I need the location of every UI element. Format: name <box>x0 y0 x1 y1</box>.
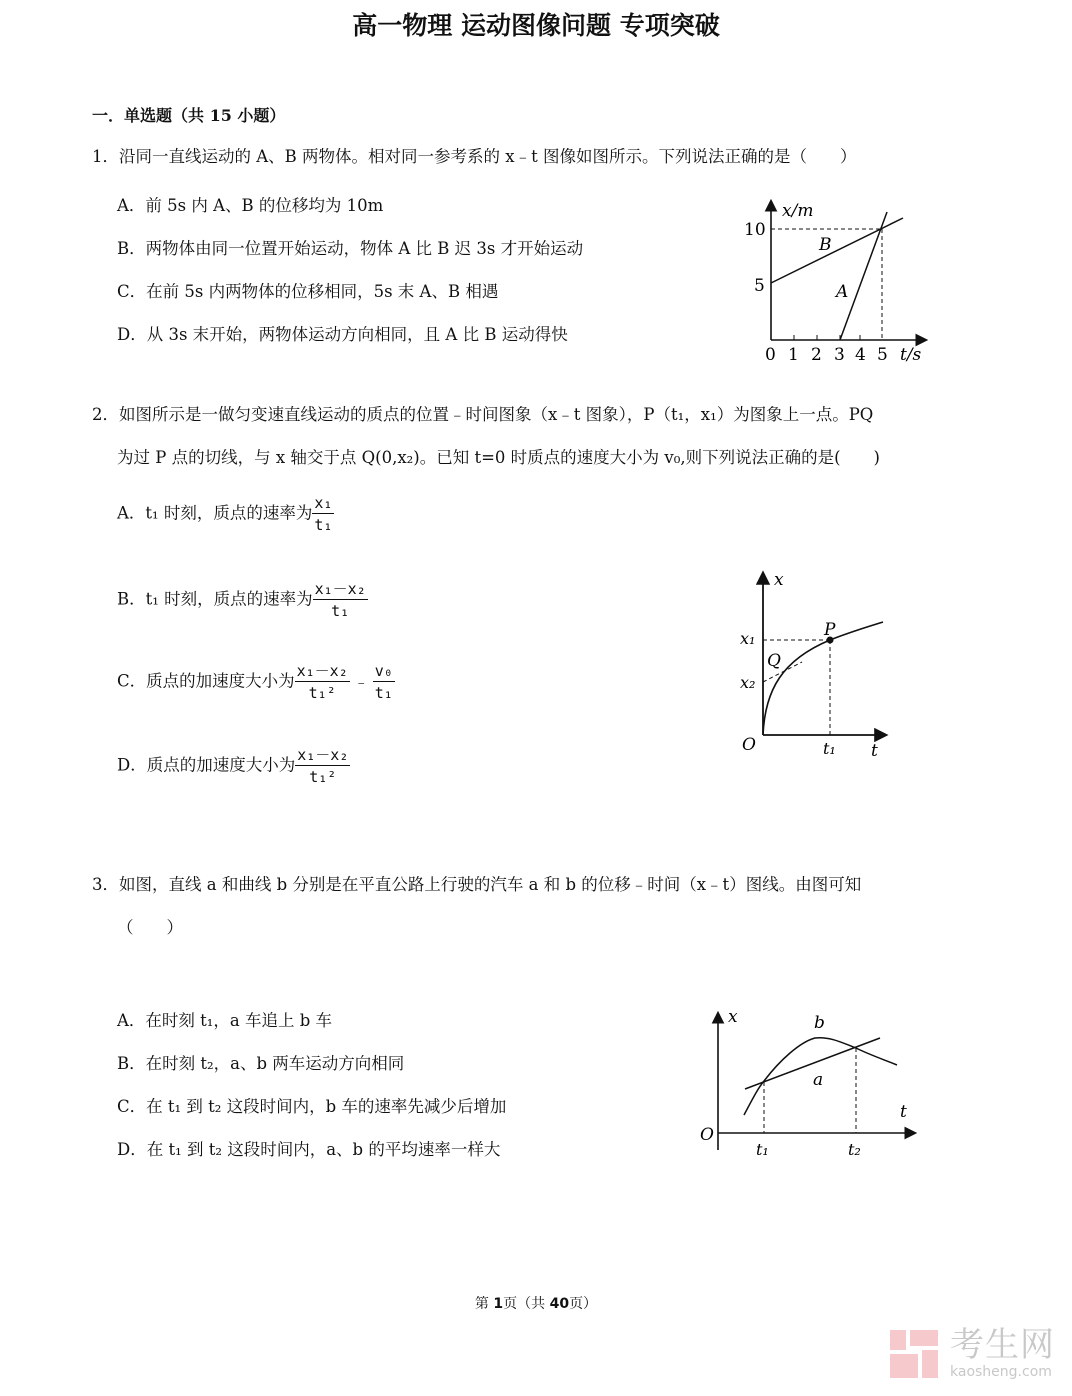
x-t-curve <box>763 622 883 735</box>
line-a-label: A <box>836 282 849 302</box>
y-axis-label: x <box>774 570 784 590</box>
kaosheng-logo-icon <box>890 1330 938 1378</box>
question-2-option-b[interactable] <box>117 580 368 620</box>
y-tick-label-5: 5 <box>754 276 765 296</box>
denominator: t₁² <box>308 684 336 702</box>
line-b <box>771 218 903 283</box>
numerator: x₁－x₂ <box>314 580 366 598</box>
question-3-stem-line2: （ ） <box>117 918 183 937</box>
question-1-option-d[interactable]: D．从 3s 末开始，两物体运动方向相同，且 A 比 B 运动得快 <box>117 325 568 344</box>
x1-label: x₁ <box>740 629 756 648</box>
t1-label: t₁ <box>823 739 836 758</box>
watermark-en: kaosheng.com <box>950 1364 1052 1380</box>
page-number-middle: 页（共 <box>503 1296 550 1312</box>
question-2-option-a[interactable] <box>117 494 334 534</box>
question-2-xt-graph <box>720 560 920 770</box>
line-b-label: B <box>819 235 832 255</box>
x-axis-label: t <box>900 1102 907 1122</box>
question-1-option-b[interactable]: B．两物体由同一位置开始运动，物体 A 比 B 迟 3s 才开始运动 <box>117 239 584 258</box>
numerator: x₁－x₂ <box>297 746 349 764</box>
fraction <box>373 662 395 702</box>
y-tick-label-10: 10 <box>744 220 766 240</box>
option-text: C．质点的加速度大小为 <box>117 671 295 691</box>
question-1-option-c[interactable]: C．在前 5s 内两物体的位移相同，5s 末 A、B 相遇 <box>117 282 499 301</box>
fraction <box>313 580 368 620</box>
x-tick-label: 5 <box>877 345 888 365</box>
watermark <box>950 1325 1055 1380</box>
question-3-stem-line1: 3．如图，直线 a 和曲线 b 分别是在平直公路上行驶的汽车 a 和 b 的位移﹣时间（x﹣t）图线。由图可知 <box>92 875 862 894</box>
question-2-stem-line1: 2．如图所示是一做匀变速直线运动的质点的位置﹣时间图象（x﹣t 图象），P（t₁，x₁）为图象上一点。PQ <box>92 405 874 424</box>
point-p-label: P <box>824 620 836 640</box>
fraction <box>295 662 350 702</box>
x-tick-label: 3 <box>834 345 845 365</box>
question-3-option-a[interactable]: A．在时刻 t₁，a 车追上 b 车 <box>117 1011 333 1030</box>
origin-label: O <box>700 1125 714 1145</box>
x-tick-label: 0 <box>765 345 776 365</box>
denominator: t₁ <box>314 516 333 534</box>
option-text: D．质点的加速度大小为 <box>117 755 296 775</box>
page-number-suffix: 页） <box>569 1296 598 1312</box>
x-axis-label: t <box>871 741 878 761</box>
x-tick-label: 4 <box>855 345 866 365</box>
line-a-label: a <box>813 1070 824 1090</box>
x-tick-label: 2 <box>811 345 822 365</box>
x-tick-label: 1 <box>788 345 799 365</box>
line-a <box>840 212 887 340</box>
t2-label: t₂ <box>848 1140 861 1159</box>
total-pages: 40 <box>549 1296 570 1312</box>
curve-b-label: b <box>814 1013 825 1033</box>
question-3-option-c[interactable]: C．在 t₁ 到 t₂ 这段时间内，b 车的速率先减少后增加 <box>117 1097 507 1116</box>
denominator: t₁ <box>331 602 350 620</box>
section-heading: 一．单选题（共 15 小题） <box>92 106 286 125</box>
question-3-option-b[interactable]: B．在时刻 t₂，a、b 两车运动方向相同 <box>117 1054 405 1073</box>
fraction <box>295 746 350 786</box>
numerator: x₁－x₂ <box>296 662 348 680</box>
current-page: 1 <box>493 1296 504 1312</box>
question-2-option-d[interactable] <box>117 746 350 786</box>
fraction <box>312 494 334 534</box>
page-number <box>0 1293 1072 1313</box>
x2-label: x₂ <box>740 673 756 692</box>
page-number-prefix: 第 <box>474 1296 494 1312</box>
page-title: 高一物理 运动图像问题 专项突破 <box>352 11 720 40</box>
y-axis-label: x/m <box>782 201 814 221</box>
numerator: x₁ <box>314 494 333 512</box>
question-1-xt-graph <box>740 190 940 370</box>
question-3-xt-graph <box>690 1000 930 1170</box>
y-axis-label: x <box>728 1007 738 1027</box>
option-text: B．t₁ 时刻，质点的速率为 <box>117 589 313 609</box>
x-axis-label: t/s <box>900 345 922 365</box>
minus-sign: ﹣ <box>353 672 369 691</box>
denominator: t₁² <box>309 768 337 786</box>
t1-label: t₁ <box>756 1140 769 1159</box>
point-q-label: Q <box>767 651 781 671</box>
watermark-cn: 考生网 <box>950 1325 1055 1365</box>
question-3-option-d[interactable]: D．在 t₁ 到 t₂ 这段时间内，a、b 的平均速率一样大 <box>117 1140 501 1159</box>
question-2-stem-line2: 为过 P 点的切线，与 x 轴交于点 Q(0,x₂)。已知 t=0 时质点的速度大小为 v₀,则下列说法正确的是( ) <box>117 448 880 467</box>
question-2-option-c[interactable] <box>117 662 395 702</box>
option-text: A．t₁ 时刻，质点的速率为 <box>117 503 313 523</box>
question-1-stem: 1．沿同一直线运动的 A、B 两物体。相对同一参考系的 x﹣t 图像如图所示。下列说法正确的是（ ） <box>92 147 857 166</box>
origin-label: O <box>742 735 756 755</box>
numerator: v₀ <box>374 662 393 680</box>
question-1-option-a[interactable]: A．前 5s 内 A、B 的位移均为 10m <box>117 196 384 215</box>
denominator: t₁ <box>374 684 393 702</box>
